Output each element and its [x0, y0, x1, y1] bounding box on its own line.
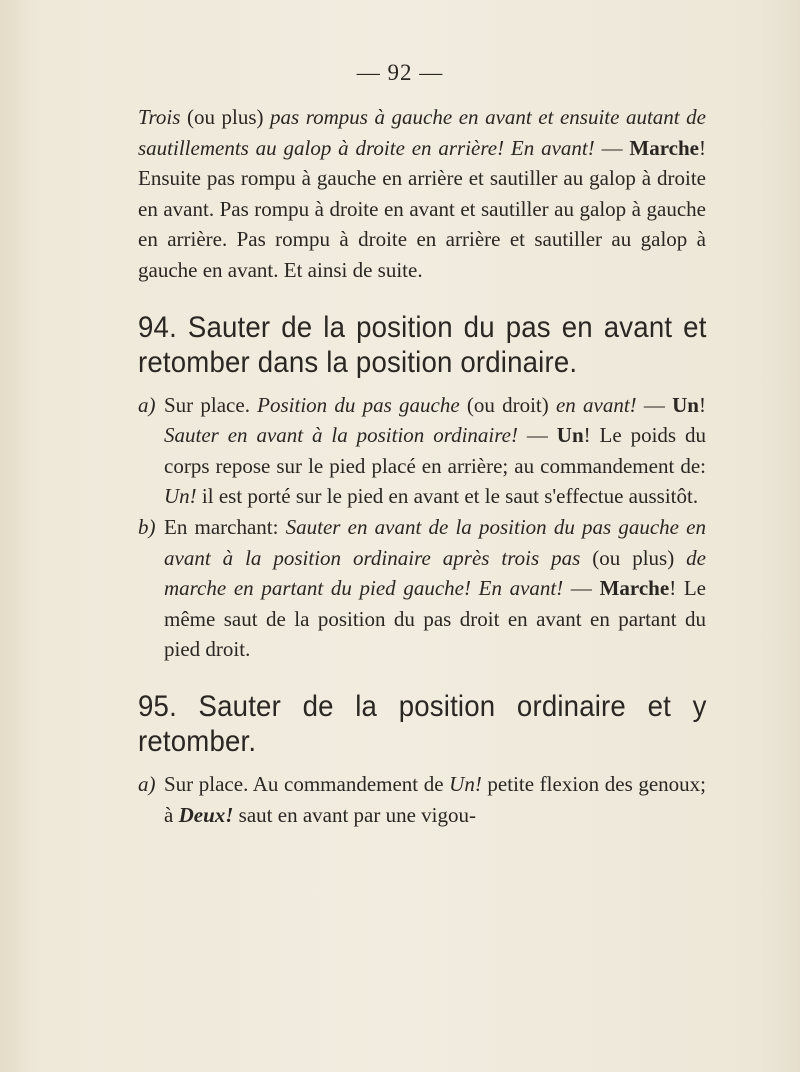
- text-run: En marchant:: [164, 514, 286, 539]
- intro-paragraph: [138, 102, 706, 286]
- text-run: Sauter en avant à la position ordinaire!: [164, 423, 518, 448]
- page-number: — 92 —: [356, 60, 444, 85]
- text-run: Sur place. Au commandement de: [164, 771, 450, 796]
- text-run: ! Le même saut de la position du pas droit en avant en partant du pied droit.: [164, 576, 706, 662]
- text-run: —: [517, 423, 557, 448]
- text-run: —: [594, 135, 630, 160]
- section-94-heading: 94. Sauter de la position du pas en avant et retomber dans la position ordinaire.: [138, 310, 707, 379]
- section-95-item-a: [138, 769, 706, 830]
- text-run: Deux!: [178, 802, 234, 827]
- text-run: —: [563, 576, 600, 601]
- item-text: [164, 512, 706, 665]
- text-run: —: [636, 392, 673, 417]
- item-marker: a): [138, 771, 156, 796]
- text-run: il est porté sur le pied en avant et le saut s'effectue aussitôt.: [196, 484, 699, 509]
- text-run: Un!: [164, 484, 197, 509]
- page-body: [138, 102, 706, 830]
- item-marker: b): [138, 514, 156, 539]
- text-run: Trois: [138, 105, 181, 129]
- text-run: ! Le poids du corps repose sur le pied placé en arrière; au commandement de:: [164, 423, 707, 478]
- text-run: Un: [672, 392, 699, 417]
- text-run: ! Ensuite pas rompu à gauche en arrière et sautiller au galop à droite en avant. Pas rompu à droite en avant et sautiller au galop à gauche en arrière. Pas rompu à droite en arrière et sautiller au galop à gauche en avant. Et ainsi de suite.: [138, 135, 706, 282]
- text-run: Un: [556, 423, 584, 448]
- text-run: Marche: [629, 135, 699, 160]
- text-run: de marche en partant du pied gauche! En avant!: [164, 545, 706, 601]
- item-marker: a): [138, 392, 156, 417]
- text-run: Marche: [599, 576, 670, 601]
- text-run: Sur place.: [164, 392, 258, 417]
- text-run: (ou droit): [459, 392, 556, 417]
- text-run: Position du pas gauche: [257, 392, 460, 417]
- section-94-item-b: [138, 512, 706, 665]
- text-run: (ou plus): [180, 105, 271, 129]
- item-text: [164, 769, 706, 830]
- text-run: pas rompus à gauche en avant et ensuite autant de sautillements au galop à droite en arrière! En avant!: [138, 105, 706, 160]
- text-run: saut en avant par une vigou-: [233, 802, 477, 827]
- text-run: (ou plus): [580, 545, 687, 570]
- text-run: en avant!: [555, 392, 637, 417]
- section-95-heading: 95. Sauter de la position ordinaire et y retomber.: [138, 689, 707, 758]
- text-run: Sauter en avant de la position du pas gauche en avant à la position ordinaire après trois pas: [164, 514, 706, 570]
- section-94-item-a: [138, 390, 706, 512]
- text-run: Un!: [449, 771, 482, 796]
- text-run: !: [699, 392, 706, 417]
- text-run: petite flexion des genoux; à: [164, 771, 706, 827]
- item-text: [164, 390, 706, 512]
